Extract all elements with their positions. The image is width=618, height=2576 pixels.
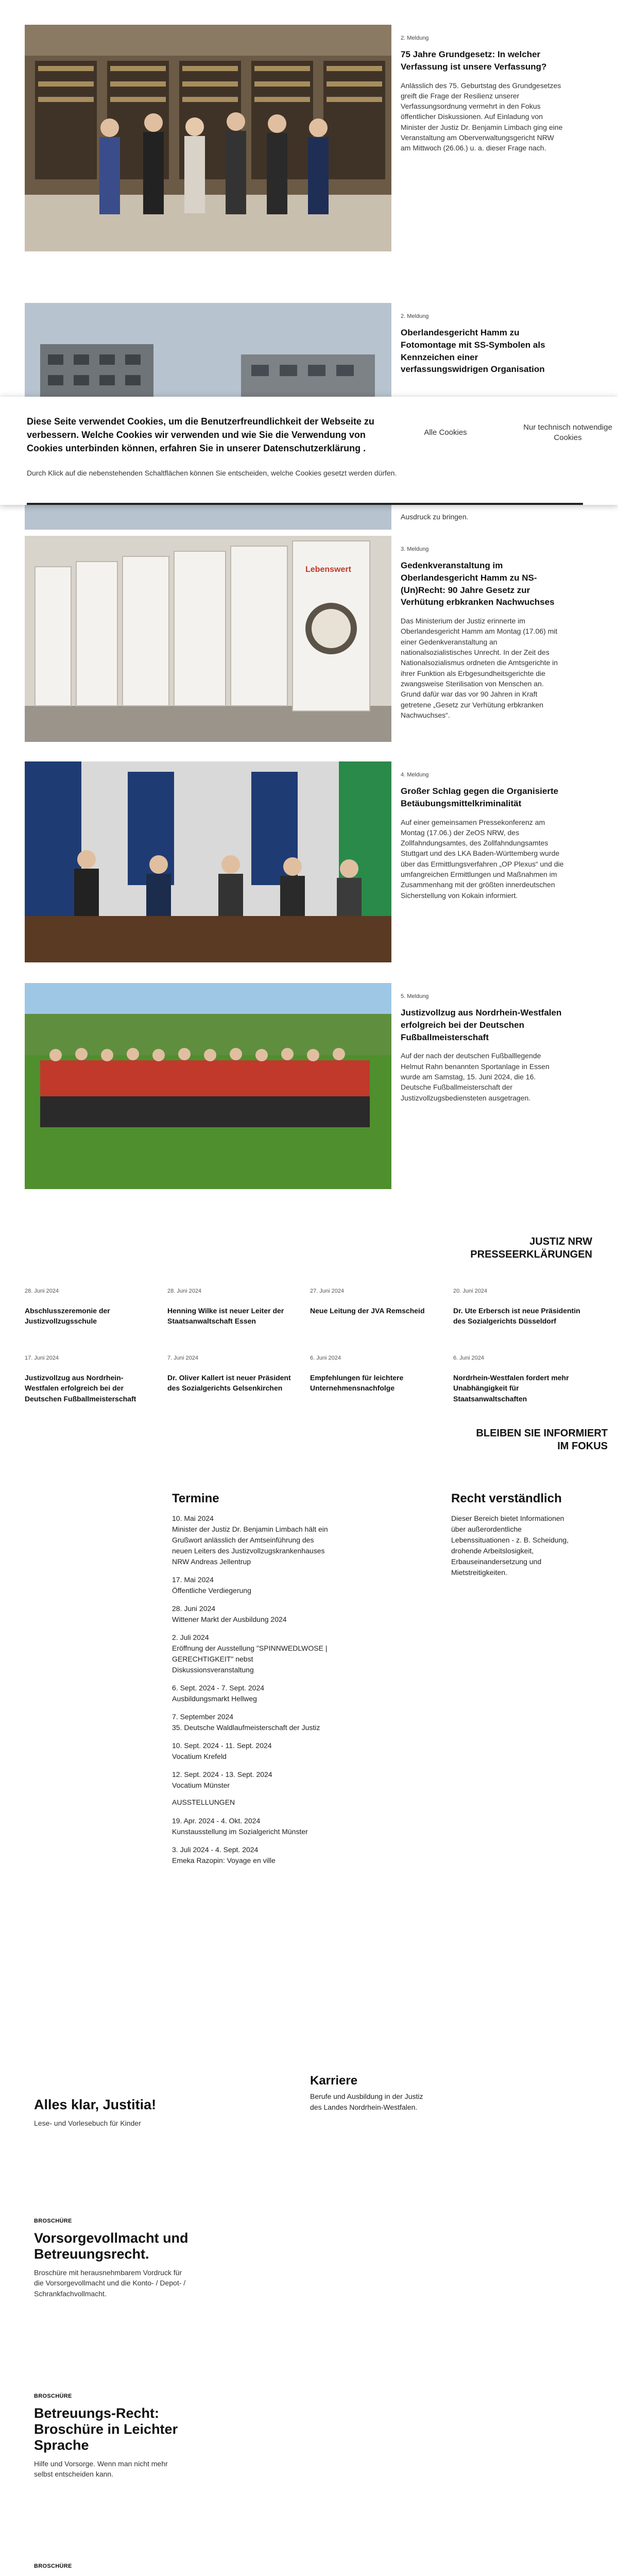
- termin-item[interactable]: [172, 1711, 332, 1733]
- brochure-tag: BROSCHÜRE: [34, 2393, 72, 2399]
- press-title[interactable]: Neue Leitung der JVA Remscheid: [310, 1307, 425, 1315]
- press-date: 6. Juni 2024: [453, 1355, 484, 1361]
- press-release-card[interactable]: [310, 1288, 439, 1316]
- termin-date: 10. Mai 2024: [172, 1514, 214, 1522]
- news-title[interactable]: Gedenkveranstaltung im Oberlandesgericht Hamm zu NS-(Un)Recht: 90 Jahre Gesetz zur Verhütung erbkranken Nachwuchses: [401, 561, 555, 607]
- recht-verstaendlich-column: [451, 1492, 575, 1578]
- termin-text: Vocatium Münster: [172, 1781, 230, 1789]
- news-title[interactable]: Oberlandesgericht Hamm zu Fotomontage mit SS-Symbolen als Kennzeichen einer verfassungswidrigen Organisation: [401, 328, 545, 375]
- press-section-heading: [355, 1235, 592, 1261]
- press-release-card[interactable]: [167, 1288, 296, 1327]
- press-title[interactable]: Nordrhein-Westfalen fordert mehr Unabhängigkeit für Staatsanwaltschaften: [453, 1374, 569, 1403]
- info-section-heading: [278, 1427, 608, 1453]
- brochure-text: Lese- und Vorlesebuch für Kinder: [34, 2119, 141, 2128]
- press-release-card[interactable]: [25, 1355, 153, 1404]
- termin-text: Wittener Markt der Ausbildung 2024: [172, 1615, 287, 1623]
- recht-title[interactable]: Recht verständlich: [451, 1492, 562, 1505]
- news-body: Auf einer gemeinsamen Pressekonferenz am Montag (17.06.) der ZeOS NRW, des Zollfahndungsamtes, des Zollfahndungsamtes Stuttgart und des LKA Baden-Württemberg wurde über das Ermittlungsverfahren „OP Plexus“ und die umfangreichen Ermittlungen und Maßnahmen im Zusammenhang mit der größten innerdeutschen Sicherstellung von Kokain informiert.: [401, 818, 564, 900]
- termin-text: Eröffnung der Ausstellung "SPINNWEDLWOSE | GERECHTIGKEIT" nebst Diskussionsveranstaltung: [172, 1644, 328, 1674]
- brochure-tag: BROSCHÜRE: [34, 2218, 72, 2224]
- news-body: Auf der nach der deutschen Fußballlegende Helmut Rahn benannten Sportanlage in Essen wurde am Samstag, 15. Juni 2024, die 16. Deutsche Fußballmeisterschaft der Justizvollzugsbediensteten ausgetragen.: [401, 1052, 550, 1102]
- termin-date: 2. Juli 2024: [172, 1633, 209, 1641]
- termin-item[interactable]: [172, 1603, 332, 1625]
- exhibition-text: Kunstausstellung im Sozialgericht Münster: [172, 1827, 308, 1836]
- news-image[interactable]: [25, 983, 391, 1189]
- exhibition-date: 19. Apr. 2024 - 4. Okt. 2024: [172, 1817, 261, 1825]
- cookie-banner: [0, 397, 618, 505]
- brochure-teaser[interactable]: [34, 2563, 188, 2576]
- news-tag: 2. Meldung: [401, 313, 429, 319]
- exhibition-item[interactable]: [172, 1844, 332, 1866]
- termin-date: 28. Juni 2024: [172, 1604, 216, 1613]
- news-item[interactable]: [25, 761, 565, 962]
- termin-text: 35. Deutsche Waldlaufmeisterschaft der Justiz: [172, 1723, 320, 1732]
- termin-item[interactable]: [172, 1740, 332, 1762]
- news-body: Das Ministerium der Justiz erinnerte im Oberlandesgericht Hamm am Montag (17.06) mit einer Gedenkveranstaltung an nationalsozialistisches Unrecht. In der Zeit des Nationalsozialismus ordneten die Amtsgerichte in ihrer Funktion als Erbgesundheitsgerichte die zwangsweise Sterilisation von Menschen an. Grund dafür war das vor 90 Jahren in Kraft getretene „Gesetz zur Verhütung erbkranken Nachwuchses“.: [401, 617, 558, 719]
- info-heading-line2: IM FOKUS: [557, 1440, 608, 1452]
- press-date: 27. Juni 2024: [310, 1288, 345, 1294]
- brochure-text: Hilfe und Vorsorge. Wenn man nicht mehr selbst entscheiden kann.: [34, 2460, 168, 2479]
- termin-item[interactable]: [172, 1574, 332, 1596]
- karriere-title[interactable]: Karriere: [310, 2074, 358, 2088]
- cookie-banner-text: Durch Klick auf die nebenstehenden Schaltflächen können Sie entscheiden, welche Cookies gesetzt werden dürfen.: [27, 469, 397, 477]
- news-item[interactable]: [25, 983, 565, 1189]
- brochure-text: Broschüre mit herausnehmbarem Vordruck für die Vorsorgevollmacht und die Konto- / Depot- / Schrankfachvollmacht.: [34, 2268, 186, 2298]
- news-image[interactable]: [25, 761, 391, 962]
- press-title[interactable]: Dr. Oliver Kallert ist neuer Präsident des Sozialgerichts Gelsenkirchen: [167, 1374, 291, 1393]
- termin-item[interactable]: [172, 1513, 332, 1567]
- brochure-teaser[interactable]: [34, 2393, 188, 2480]
- news-tag: 2. Meldung: [401, 35, 429, 41]
- news-tag: 5. Meldung: [401, 993, 429, 999]
- press-heading-line2: PRESSEERKLÄRUNGEN: [470, 1249, 592, 1260]
- termin-date: 12. Sept. 2024 - 13. Sept. 2024: [172, 1770, 272, 1778]
- press-title[interactable]: Empfehlungen für leichtere Unternehmensnachfolge: [310, 1374, 404, 1393]
- news-body: Anlässlich des 75. Geburtstag des Grundgesetzes greift die Frage der Resilienz unserer Verfassungsordnung vermehrt in den Fokus öffentlicher Diskussionen. Auf Einladung von Minister der Justiz Dr. Benjamin Limbach ging eine Veranstaltung am Oberverwaltungsgericht NRW am Mittwoch (26.06.) u. a. dieser Frage nach.: [401, 81, 563, 152]
- brochure-title[interactable]: Alles klar, Justitia!: [34, 2097, 157, 2112]
- cookie-banner-title: Diese Seite verwendet Cookies, um die Benutzerfreundlichkeit der Webseite zu verbessern. Welche Cookies wir verwenden und wie Sie die Verwendung von Cookies unterbinden können, erfahren Sie in unserer Datenschutzerklärung .: [27, 416, 374, 454]
- termin-date: 10. Sept. 2024 - 11. Sept. 2024: [172, 1741, 272, 1750]
- karriere-body: Berufe und Ausbildung in der Justiz des Landes Nordrhein-Westfalen.: [310, 2092, 423, 2111]
- news-title[interactable]: 75 Jahre Grundgesetz: In welcher Verfassung ist unsere Verfassung?: [401, 49, 547, 72]
- news-text: [401, 993, 565, 1103]
- press-date: 6. Juni 2024: [310, 1355, 341, 1361]
- termine-column: [172, 1492, 332, 1873]
- svg-text:Lebenswert: Lebenswert: [305, 565, 351, 574]
- exhibition-banners-photo: [25, 536, 391, 742]
- ausstellungen-label: AUSSTELLUNGEN: [172, 1798, 235, 1806]
- termin-item[interactable]: [172, 1683, 332, 1704]
- press-release-card[interactable]: [310, 1355, 439, 1394]
- termin-date: 17. Mai 2024: [172, 1575, 214, 1584]
- news-image[interactable]: [25, 536, 391, 742]
- termin-text: Minister der Justiz Dr. Benjamin Limbach hält ein Grußwort anlässlich der Amtseinführung des neuen Leiters des Justizvollzugskrankenhauses NRW Andreas Jellentrup: [172, 1525, 328, 1566]
- termin-date: 7. September 2024: [172, 1713, 234, 1721]
- info-heading-line1: BLEIBEN SIE INFORMIERT: [476, 1428, 608, 1439]
- news-tag: 4. Meldung: [401, 772, 429, 778]
- press-title[interactable]: Dr. Ute Erbersch ist neue Präsidentin des Sozialgerichts Düsseldorf: [453, 1307, 580, 1326]
- accept-all-cookies-button[interactable]: Alle Cookies: [407, 417, 484, 448]
- news-image[interactable]: [25, 25, 391, 251]
- termin-text: Öffentliche Verdiegerung: [172, 1586, 251, 1595]
- exhibition-text: Emeka Razopin: Voyage en ville: [172, 1856, 276, 1865]
- cookie-banner-divider: [27, 503, 583, 505]
- termin-item[interactable]: [172, 1769, 332, 1791]
- press-date: 17. Juni 2024: [25, 1355, 59, 1361]
- group-photo-library: [25, 25, 391, 251]
- brochure-teaser[interactable]: [34, 2218, 188, 2299]
- press-conference-photo: [25, 761, 391, 962]
- news-item[interactable]: [25, 536, 565, 742]
- news-tag: 3. Meldung: [401, 546, 429, 552]
- termine-title[interactable]: Termine: [172, 1492, 219, 1505]
- press-date: 28. Juni 2024: [25, 1288, 59, 1294]
- press-release-card[interactable]: [453, 1355, 582, 1404]
- news-text: [401, 546, 565, 720]
- news-text: [401, 772, 565, 901]
- news-title[interactable]: Großer Schlag gegen die Organisierte Betäubungsmittelkriminalität: [401, 786, 559, 808]
- press-date: 28. Juni 2024: [167, 1288, 202, 1294]
- news-text: [401, 35, 565, 154]
- press-title[interactable]: Justizvollzug aus Nordrhein-Westfalen erfolgreich bei der Deutschen Fußballmeisterschaft: [25, 1374, 136, 1403]
- football-team-photo: [25, 983, 391, 1189]
- news-title[interactable]: Justizvollzug aus Nordrhein-Westfalen erfolgreich bei der Deutschen Fußballmeisterschaft: [401, 1008, 562, 1042]
- news-item[interactable]: [25, 25, 565, 251]
- recht-body: Dieser Bereich bietet Informationen über außerordentliche Lebenssituationen - z. B. Scheidung, drohende Arbeitslosigkeit, Erbauseinandersetzung und Mietstreitigkeiten.: [451, 1514, 569, 1577]
- termin-text: Ausbildungsmarkt Hellweg: [172, 1694, 257, 1703]
- brochure-title[interactable]: Betreuungs-Recht: Broschüre in Leichter Sprache: [34, 2405, 178, 2453]
- news-body: Ausdruck zu bringen.: [401, 513, 469, 521]
- press-release-card[interactable]: [25, 1288, 153, 1327]
- press-release-card[interactable]: [167, 1355, 296, 1394]
- brochure-teaser[interactable]: [34, 2097, 188, 2128]
- press-heading-line1: JUSTIZ NRW: [529, 1236, 592, 1247]
- press-date: 7. Juni 2024: [167, 1355, 198, 1361]
- exhibition-date: 3. Juli 2024 - 4. Sept. 2024: [172, 1845, 259, 1854]
- press-release-card[interactable]: [453, 1288, 582, 1327]
- press-date: 20. Juni 2024: [453, 1288, 488, 1294]
- press-title[interactable]: Abschlusszeremonie der Justizvollzugsschule: [25, 1307, 110, 1326]
- termin-text: Vocatium Krefeld: [172, 1752, 227, 1760]
- brochure-tag: BROSCHÜRE: [34, 2563, 72, 2569]
- exhibition-item[interactable]: [172, 1816, 332, 1837]
- necessary-cookies-button[interactable]: Nur technisch notwendige Cookies: [523, 417, 613, 448]
- brochure-title[interactable]: Vorsorgevollmacht und Betreuungsrecht.: [34, 2230, 188, 2262]
- press-title[interactable]: Henning Wilke ist neuer Leiter der Staatsanwaltschaft Essen: [167, 1307, 284, 1326]
- termin-item[interactable]: [172, 1632, 332, 1675]
- karriere-teaser[interactable]: [310, 2074, 434, 2113]
- termin-date: 6. Sept. 2024 - 7. Sept. 2024: [172, 1684, 265, 1692]
